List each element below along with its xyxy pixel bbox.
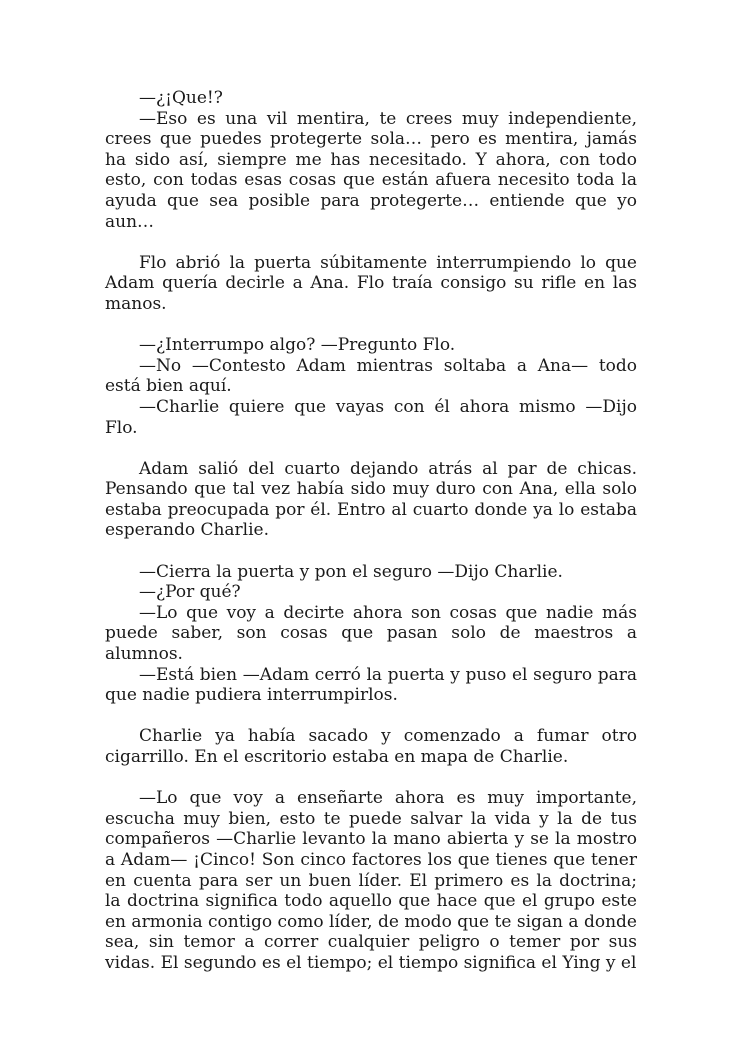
- paragraph-spacer: [105, 541, 637, 562]
- paragraph-spacer: [105, 706, 637, 727]
- paragraph: —Está bien —Adam cerró la puerta y puso el seguro para que nadie pudiera interrumpirlos.: [105, 664, 637, 706]
- paragraph: —¿¡Que!?: [139, 88, 223, 108]
- paragraph: —Cierra la puerta y pon el seguro —Dijo Charlie.: [139, 561, 563, 582]
- paragraph: —No —Contesto Adam mientras soltaba a Ana— todo está bien aquí.: [105, 355, 637, 397]
- book-page-text: [105, 88, 637, 974]
- paragraph: —Eso es una vil mentira, te crees muy independiente, crees que puedes protegerte sola… pero es mentira, jamás ha sido así, siempre me has necesitado. Y ahora, con todo esto, con todas esas cosas que están afuera necesito toda la ayuda que sea posible para protegerte… entiende que yo aun…: [105, 108, 637, 232]
- paragraph: —Lo que voy a enseñarte ahora es muy importante, escucha muy bien, esto te puede salvar la vida y la de tus compañeros —Charlie levanto la mano abierta y se la mostro a Adam— ¡Cinco! Son cinco factores los que tienes que tener en cuenta para ser un buen líder. El primero es la doctrina; la doctrina significa todo aquello que hace que el grupo este en armonia contigo como líder, de modo que te sigan a donde sea, sin temor a correr cualquier peligro o temer por sus vidas. El segundo es el tiempo; el tiempo significa el Ying y el: [105, 788, 637, 973]
- paragraph-spacer: [105, 315, 637, 336]
- paragraph-spacer: [105, 438, 637, 459]
- paragraph: —¿Interrumpo algo? —Pregunto Flo.: [139, 335, 456, 356]
- paragraph: —¿Por qué?: [139, 582, 241, 603]
- paragraph: Charlie ya había sacado y comenzado a fumar otro cigarrillo. En el escritorio estaba en mapa de Charlie.: [105, 726, 637, 767]
- paragraph: Flo abrió la puerta súbitamente interrumpiendo lo que Adam quería decirle a Ana. Flo traía consigo su rifle en las manos.: [105, 252, 637, 314]
- paragraph: —Lo que voy a decirte ahora son cosas que nadie más puede saber, son cosas que pasan solo de maestros a alumnos.: [105, 602, 637, 665]
- paragraph: Adam salió del cuarto dejando atrás al par de chicas. Pensando que tal vez había sido muy duro con Ana, ella solo estaba preocupada por él. Entro al cuarto donde ya lo estaba esperando Charlie.: [105, 458, 637, 541]
- paragraph: —Charlie quiere que vayas con él ahora mismo —Dijo Flo.: [105, 396, 637, 438]
- paragraph-spacer: [105, 768, 637, 789]
- paragraph-spacer: [105, 232, 637, 253]
